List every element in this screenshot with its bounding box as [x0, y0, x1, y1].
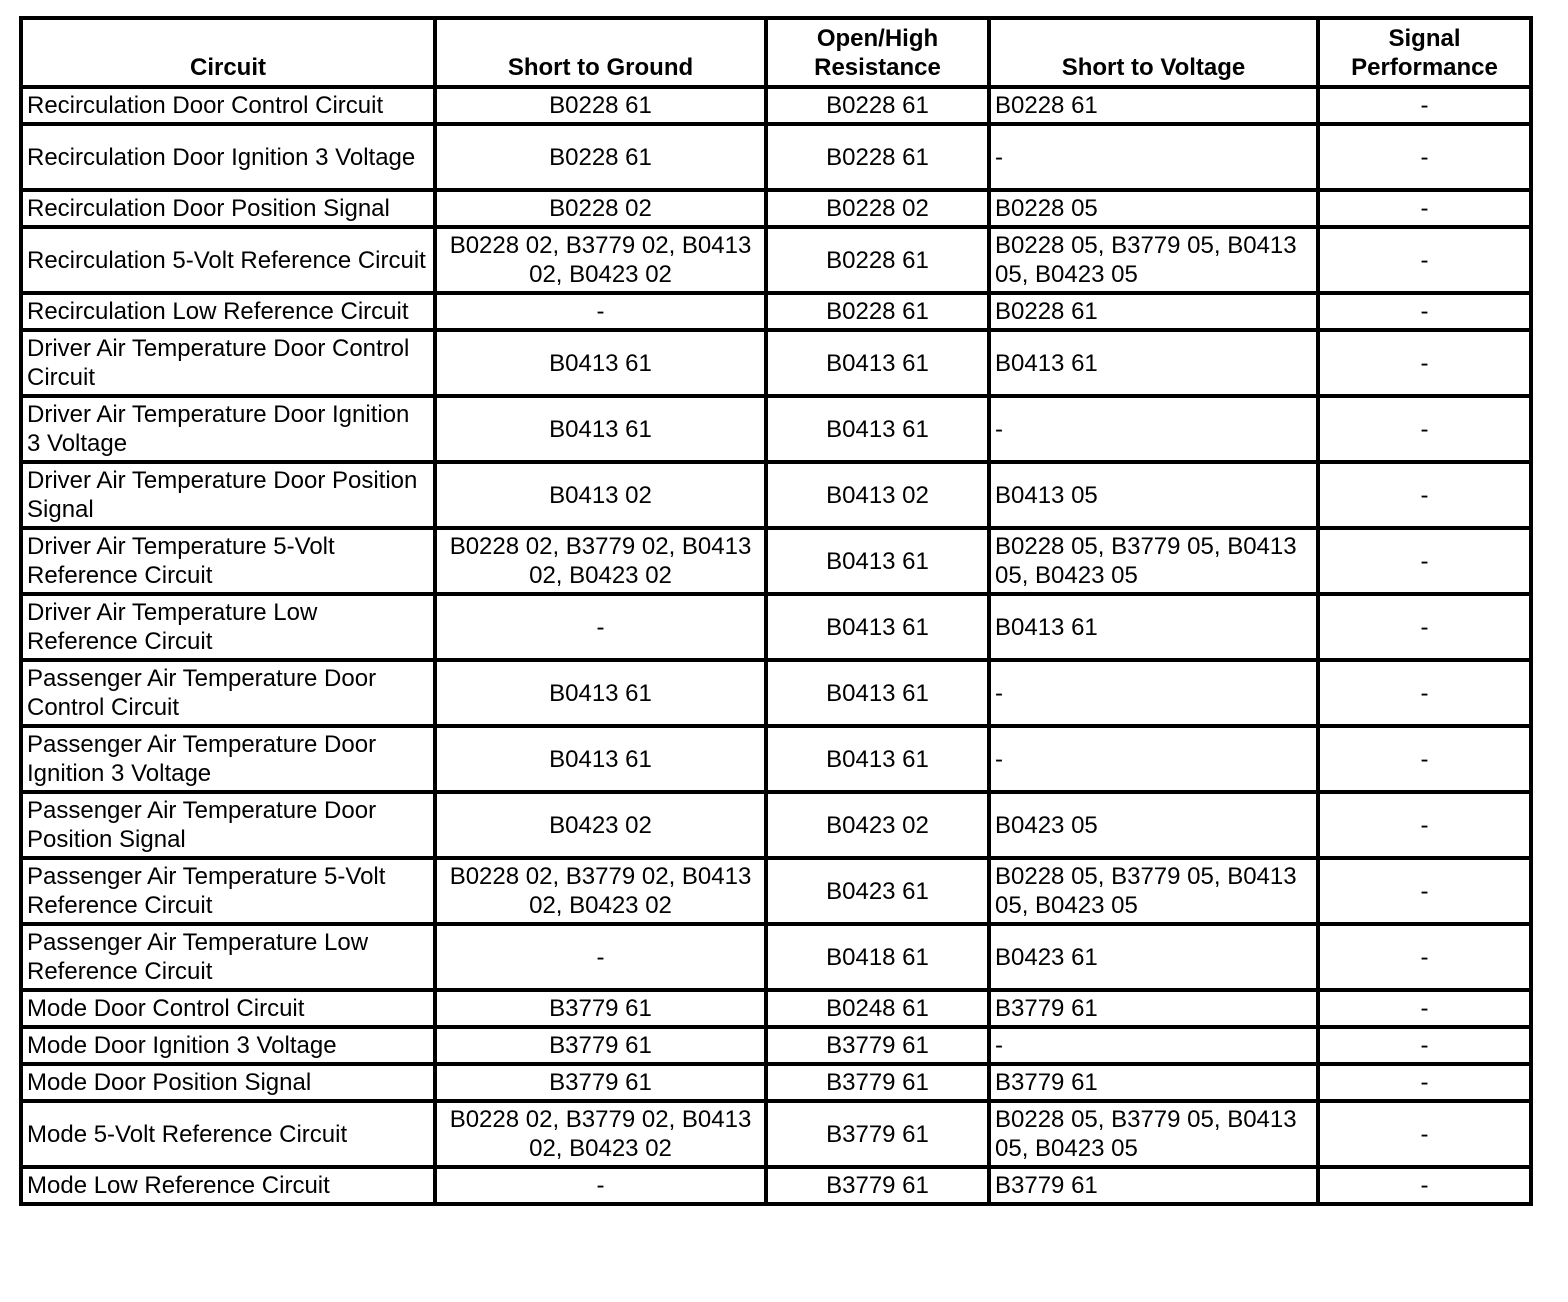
- table-row: [21, 660, 1531, 726]
- cell-short-to-voltage: -: [989, 726, 1318, 792]
- cell-signal-performance: -: [1318, 1027, 1531, 1064]
- cell-short-to-voltage: -: [989, 396, 1318, 462]
- cell-short-to-voltage: B0228 61: [989, 87, 1318, 124]
- cell-signal-performance: -: [1318, 190, 1531, 227]
- cell-signal-performance: -: [1318, 858, 1531, 924]
- cell-short-to-ground: -: [435, 1167, 766, 1204]
- cell-short-to-voltage: B0228 05, B3779 05, B0413 05, B0423 05: [989, 227, 1318, 293]
- cell-signal-performance: -: [1318, 726, 1531, 792]
- cell-short-to-ground: B0228 02, B3779 02, B0413 02, B0423 02: [435, 1101, 766, 1167]
- cell-open-high-resistance: B0228 61: [766, 87, 989, 124]
- table-row: [21, 462, 1531, 528]
- cell-open-high-resistance: B0423 61: [766, 858, 989, 924]
- table-row: [21, 594, 1531, 660]
- cell-circuit: Passenger Air Temperature Door Ignition 3 Voltage: [21, 726, 435, 792]
- cell-short-to-voltage: B0228 05, B3779 05, B0413 05, B0423 05: [989, 858, 1318, 924]
- cell-circuit: Driver Air Temperature Door Position Signal: [21, 462, 435, 528]
- cell-short-to-ground: B0228 02, B3779 02, B0413 02, B0423 02: [435, 227, 766, 293]
- cell-short-to-ground: B0228 02: [435, 190, 766, 227]
- cell-signal-performance: -: [1318, 660, 1531, 726]
- table-row: [21, 1064, 1531, 1101]
- cell-circuit: Driver Air Temperature Low Reference Circuit: [21, 594, 435, 660]
- cell-short-to-voltage: B0228 05, B3779 05, B0413 05, B0423 05: [989, 528, 1318, 594]
- cell-short-to-ground: B0228 61: [435, 124, 766, 190]
- cell-signal-performance: -: [1318, 330, 1531, 396]
- cell-short-to-ground: B0413 61: [435, 726, 766, 792]
- cell-short-to-ground: -: [435, 293, 766, 330]
- cell-open-high-resistance: B3779 61: [766, 1167, 989, 1204]
- cell-circuit: Passenger Air Temperature Door Position Signal: [21, 792, 435, 858]
- cell-circuit: Driver Air Temperature Door Ignition 3 Voltage: [21, 396, 435, 462]
- cell-short-to-ground: B0423 02: [435, 792, 766, 858]
- cell-short-to-voltage: -: [989, 1027, 1318, 1064]
- cell-open-high-resistance: B0228 61: [766, 293, 989, 330]
- table-header: [21, 18, 1531, 87]
- cell-short-to-voltage: -: [989, 124, 1318, 190]
- cell-signal-performance: -: [1318, 792, 1531, 858]
- cell-short-to-voltage: B0228 05: [989, 190, 1318, 227]
- cell-short-to-voltage: -: [989, 660, 1318, 726]
- header-row: [21, 18, 1531, 87]
- cell-short-to-voltage: B0228 61: [989, 293, 1318, 330]
- cell-open-high-resistance: B0248 61: [766, 990, 989, 1027]
- cell-short-to-ground: B0413 61: [435, 330, 766, 396]
- table-row: [21, 293, 1531, 330]
- cell-short-to-voltage: B0413 61: [989, 594, 1318, 660]
- cell-signal-performance: -: [1318, 1064, 1531, 1101]
- cell-circuit: Driver Air Temperature Door Control Circuit: [21, 330, 435, 396]
- cell-signal-performance: -: [1318, 924, 1531, 990]
- cell-open-high-resistance: B0228 61: [766, 124, 989, 190]
- cell-circuit: Mode Door Position Signal: [21, 1064, 435, 1101]
- cell-circuit: Passenger Air Temperature 5-Volt Reference Circuit: [21, 858, 435, 924]
- cell-short-to-voltage: B3779 61: [989, 1064, 1318, 1101]
- table-row: [21, 792, 1531, 858]
- cell-open-high-resistance: B0413 61: [766, 660, 989, 726]
- cell-short-to-voltage: B3779 61: [989, 1167, 1318, 1204]
- cell-short-to-ground: B3779 61: [435, 1064, 766, 1101]
- cell-short-to-ground: -: [435, 594, 766, 660]
- cell-short-to-ground: B0413 61: [435, 396, 766, 462]
- cell-short-to-voltage: B0413 05: [989, 462, 1318, 528]
- cell-open-high-resistance: B0413 61: [766, 528, 989, 594]
- cell-short-to-voltage: B3779 61: [989, 990, 1318, 1027]
- table-row: [21, 990, 1531, 1027]
- cell-circuit: Passenger Air Temperature Door Control Circuit: [21, 660, 435, 726]
- cell-short-to-ground: -: [435, 924, 766, 990]
- table-row: [21, 396, 1531, 462]
- cell-circuit: Mode Door Control Circuit: [21, 990, 435, 1027]
- cell-open-high-resistance: B0228 61: [766, 227, 989, 293]
- cell-signal-performance: -: [1318, 462, 1531, 528]
- table-row: [21, 87, 1531, 124]
- table-row: [21, 858, 1531, 924]
- cell-short-to-voltage: B0228 05, B3779 05, B0413 05, B0423 05: [989, 1101, 1318, 1167]
- cell-circuit: Recirculation Door Ignition 3 Voltage: [21, 124, 435, 190]
- cell-signal-performance: -: [1318, 87, 1531, 124]
- cell-open-high-resistance: B0418 61: [766, 924, 989, 990]
- cell-open-high-resistance: B0413 02: [766, 462, 989, 528]
- table-row: [21, 528, 1531, 594]
- cell-signal-performance: -: [1318, 1167, 1531, 1204]
- cell-signal-performance: -: [1318, 594, 1531, 660]
- cell-signal-performance: -: [1318, 293, 1531, 330]
- cell-short-to-ground: B3779 61: [435, 990, 766, 1027]
- table-row: [21, 124, 1531, 190]
- cell-circuit: Recirculation Door Control Circuit: [21, 87, 435, 124]
- cell-circuit: Passenger Air Temperature Low Reference Circuit: [21, 924, 435, 990]
- header-short-to-ground: Short to Ground: [435, 18, 766, 87]
- cell-short-to-voltage: B0423 05: [989, 792, 1318, 858]
- cell-circuit: Mode Door Ignition 3 Voltage: [21, 1027, 435, 1064]
- table-row: [21, 726, 1531, 792]
- cell-short-to-voltage: B0413 61: [989, 330, 1318, 396]
- cell-signal-performance: -: [1318, 124, 1531, 190]
- header-circuit: Circuit: [21, 18, 435, 87]
- table-row: [21, 190, 1531, 227]
- cell-open-high-resistance: B0413 61: [766, 330, 989, 396]
- cell-circuit: Recirculation Low Reference Circuit: [21, 293, 435, 330]
- cell-signal-performance: -: [1318, 396, 1531, 462]
- cell-open-high-resistance: B0228 02: [766, 190, 989, 227]
- cell-circuit: Mode Low Reference Circuit: [21, 1167, 435, 1204]
- cell-signal-performance: -: [1318, 528, 1531, 594]
- cell-open-high-resistance: B3779 61: [766, 1101, 989, 1167]
- header-open-high-resistance: Open/High Resistance: [766, 18, 989, 87]
- cell-signal-performance: -: [1318, 227, 1531, 293]
- cell-short-to-ground: B0413 61: [435, 660, 766, 726]
- table-row: [21, 330, 1531, 396]
- cell-open-high-resistance: B0413 61: [766, 396, 989, 462]
- header-signal-performance: Signal Performance: [1318, 18, 1531, 87]
- cell-open-high-resistance: B3779 61: [766, 1064, 989, 1101]
- cell-short-to-voltage: B0423 61: [989, 924, 1318, 990]
- cell-open-high-resistance: B0413 61: [766, 726, 989, 792]
- cell-short-to-ground: B0413 02: [435, 462, 766, 528]
- header-short-to-voltage: Short to Voltage: [989, 18, 1318, 87]
- cell-signal-performance: -: [1318, 990, 1531, 1027]
- cell-open-high-resistance: B0413 61: [766, 594, 989, 660]
- cell-circuit: Mode 5-Volt Reference Circuit: [21, 1101, 435, 1167]
- cell-open-high-resistance: B0423 02: [766, 792, 989, 858]
- table-row: [21, 1167, 1531, 1204]
- cell-circuit: Recirculation 5-Volt Reference Circuit: [21, 227, 435, 293]
- cell-circuit: Recirculation Door Position Signal: [21, 190, 435, 227]
- table-body: [21, 87, 1531, 1204]
- cell-open-high-resistance: B3779 61: [766, 1027, 989, 1064]
- table-row: [21, 924, 1531, 990]
- cell-short-to-ground: B3779 61: [435, 1027, 766, 1064]
- cell-short-to-ground: B0228 02, B3779 02, B0413 02, B0423 02: [435, 858, 766, 924]
- cell-short-to-ground: B0228 02, B3779 02, B0413 02, B0423 02: [435, 528, 766, 594]
- table-row: [21, 1101, 1531, 1167]
- cell-short-to-ground: B0228 61: [435, 87, 766, 124]
- cell-signal-performance: -: [1318, 1101, 1531, 1167]
- table-row: [21, 1027, 1531, 1064]
- cell-circuit: Driver Air Temperature 5-Volt Reference Circuit: [21, 528, 435, 594]
- table-row: [21, 227, 1531, 293]
- dtc-circuit-table: [19, 16, 1533, 1206]
